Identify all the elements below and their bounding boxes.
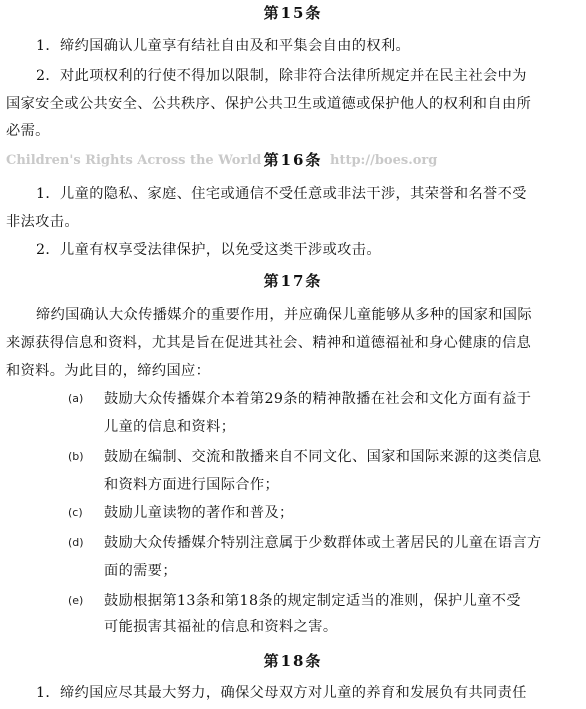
list-item-marker: (c) [68,506,83,519]
article-15-paragraph-2-line-2: 国家安全或公共安全、公共秩序、保护公共卫生或道德或保护他人的权利和自由所 [6,96,532,112]
list-item-d-line-2: 面的需要； [104,563,177,579]
list-item-marker: (a) [68,392,84,405]
list-item-b-line-1: 鼓励在编制、交流和散播来自不同文化、国家和国际来源的这类信息 [104,449,542,465]
article-15-paragraph-2-line-1: 2．对此项权利的行使不得加以限制，除非符合法律所规定并在民主社会中为 [36,68,527,84]
article-18-paragraph-1-line-1: 1．缔约国应尽其最大努力，确保父母双方对儿童的养育和发展负有共同责任 [36,685,527,701]
list-item-marker: (e) [68,594,84,607]
article-15-heading: 第15条 [263,4,323,22]
watermark-url: http://boes.org [330,153,438,168]
list-item-a-line-2: 儿童的信息和资料； [104,419,236,435]
list-item-b-line-2: 和资料方面进行国际合作； [104,477,280,493]
article-15-paragraph-2-line-3: 必需。 [6,123,50,139]
list-item-d-line-1: 鼓励大众传播媒介特别注意属于少数群体或土著居民的儿童在语言方 [104,535,542,551]
article-17-heading: 第17条 [263,272,323,290]
list-item-e-line-2: 可能损害其福祉的信息和资料之害。 [104,619,338,635]
article-15-paragraph-1: 1．缔约国确认儿童享有结社自由及和平集会自由的权利。 [36,38,411,54]
article-17-intro-line-2: 来源获得信息和资料，尤其是旨在促进其社会、精神和道德福祉和身心健康的信息 [6,335,532,351]
article-18-heading: 第18条 [263,652,323,670]
list-item-marker: (d) [68,536,84,549]
watermark-site-name: Children's Rights Across the World [6,153,262,168]
list-item-e-line-1: 鼓励根据第13条和第18条的规定制定适当的准则，保护儿童不受 [104,593,521,609]
article-16-paragraph-1-line-1: 1．儿童的隐私、家庭、住宅或通信不受任意或非法干涉，其荣誉和名誉不受 [36,186,527,202]
list-item-a-line-1: 鼓励大众传播媒介本着第29条的精神散播在社会和文化方面有益于 [104,391,532,407]
list-item-c-line-1: 鼓励儿童读物的著作和普及； [104,505,294,521]
article-16-heading: 第16条 [263,151,323,169]
article-17-intro-line-3: 和资料。为此目的，缔约国应： [6,363,211,379]
article-17-intro-line-1: 缔约国确认大众传播媒介的重要作用，并应确保儿童能够从多种的国家和国际 [36,307,532,323]
list-item-marker: (b) [68,450,84,463]
article-16-paragraph-2: 2．儿童有权享受法律保护，以免受这类干涉或攻击。 [36,242,381,258]
article-16-paragraph-1-line-2: 非法攻击。 [6,214,79,230]
